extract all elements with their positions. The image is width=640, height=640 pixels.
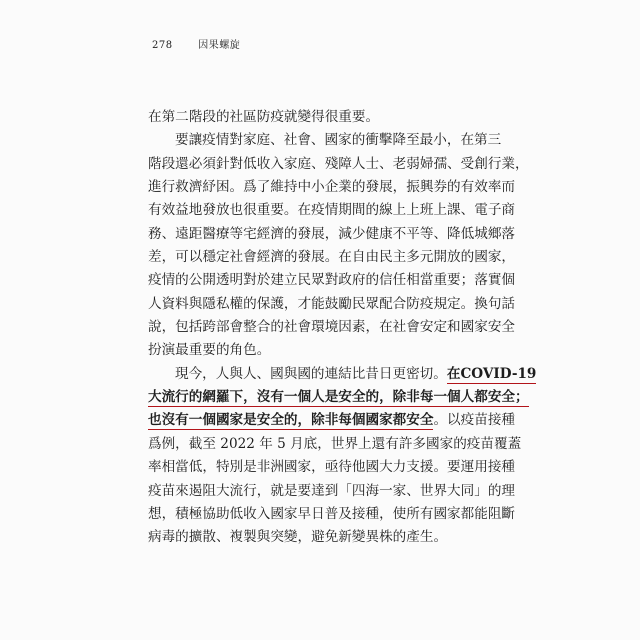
body-text xyxy=(148,106,537,550)
text-line: 有效益地發放也很重要。在疫情期間的線上上班上課、電子商 xyxy=(148,202,516,219)
text-line: 疫苗來遏阻大流行，就是要達到「四海一家、世界大同」的理 xyxy=(148,482,516,499)
text-line: 率相當低，特別是非洲國家，亟待他國大力支援。要運用接種 xyxy=(148,459,516,476)
text-line: 病毒的擴散、複製與突變，避免新變異株的產生。 xyxy=(148,529,448,546)
text-line: 在第二階段的社區防疫就變得很重要。 xyxy=(148,109,380,125)
text-line: 階段還必須針對低收入家庭、殘障人士、老弱婦孺、受創行業， xyxy=(148,155,529,172)
text-line: 進行救濟紓困。爲了維持中小企業的發展，振興券的有效率而 xyxy=(148,179,516,196)
text-line: 扮演最重要的角色。 xyxy=(148,342,271,359)
text-line xyxy=(148,409,516,432)
highlighted-text: 在COVID-19 xyxy=(446,365,537,382)
text-line: 想，積極協助低收入國家早日普及接種，使所有國家都能阻斷 xyxy=(148,505,516,522)
book-title: 因果螺旋 xyxy=(198,40,241,51)
text-line: 疫情的公開透明對於建立民眾對政府的信任相當重要；落實個 xyxy=(148,272,516,289)
plain-text: 現今，人與人、國與國的連結比昔日更密切。 xyxy=(175,365,447,382)
text-line: 要讓疫情對家庭、社會、國家的衝擊降至最小，在第三 xyxy=(175,132,502,149)
highlighted-text: 也沒有一個國家是安全的，除非每個國家都安全 xyxy=(148,412,434,429)
page-number: 278 xyxy=(152,40,173,51)
text-line xyxy=(148,363,537,386)
text-line: 差，可以穩定社會經濟的發展。在自由民主多元開放的國家， xyxy=(148,249,516,266)
text-line xyxy=(148,386,529,409)
text-line: 人資料與隱私權的保護，才能鼓勵民眾配合防疫規定。換句話 xyxy=(148,295,516,312)
text-line: 務、遠距醫療等宅經濟的發展，減少健康不平等、降低城鄉落 xyxy=(148,225,516,242)
plain-text: 。以疫苗接種 xyxy=(433,412,516,429)
text-line: 爲例，截至 2022 年 5 月底，世界上還有許多國家的疫苗覆蓋 xyxy=(148,435,522,452)
text-line: 說，包括跨部會整合的社會環境因素，在社會安定和國家安全 xyxy=(148,319,516,336)
running-header xyxy=(152,36,240,51)
highlighted-text: 大流行的網羅下，沒有一個人是安全的，除非每一個人都安全； xyxy=(148,389,529,406)
